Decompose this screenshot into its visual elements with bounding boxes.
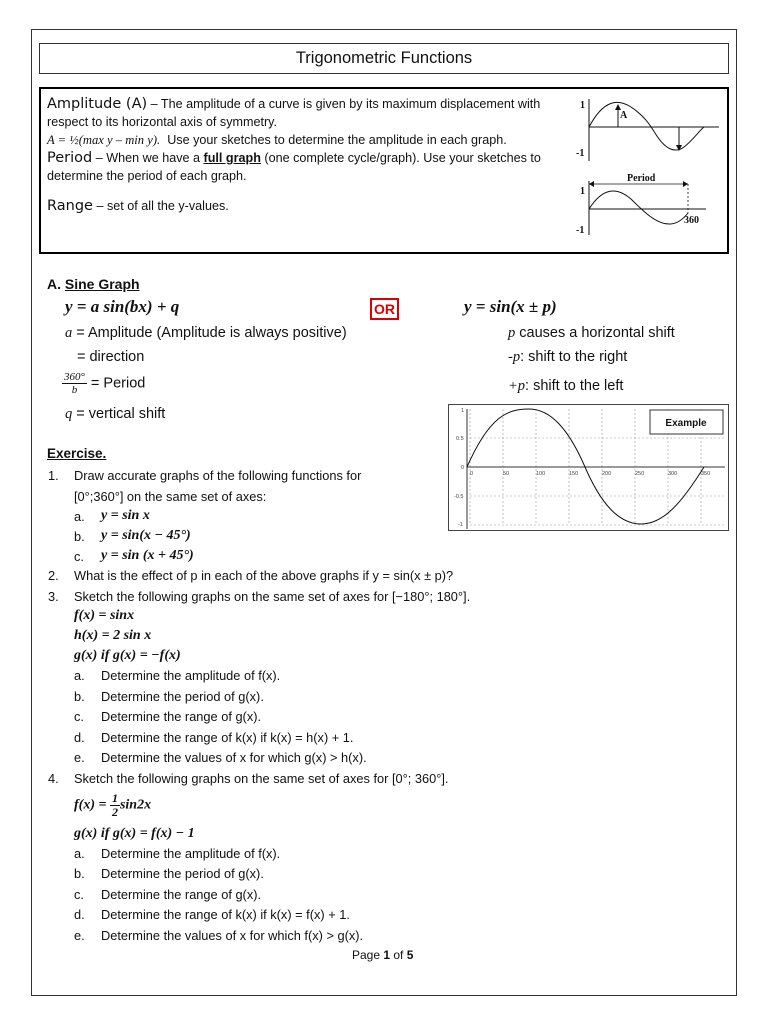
amplitude-text: – The amplitude of a curve is given by its maximum displacement with respect to its horizontal axis of symmetry. [47,97,541,129]
q4-item-c-letter: c. [74,887,84,902]
q3-item-a-letter: a. [74,668,85,683]
q3-eq-g: g(x) if g(x) = −f(x) [74,648,181,663]
diagram-label-1: 1 [580,100,585,111]
q3-item-b-text: Determine the period of g(x). [101,689,264,704]
q4-text: Sketch the following graphs on the same set of axes for [0°; 360°]. [74,771,449,786]
q1-item-a-letter: a. [74,509,85,524]
q3-item-e-letter: e. [74,750,85,765]
page-number: 1 [383,948,391,962]
q4-number: 4. [48,771,59,786]
x-tick-300: 300 [668,471,678,477]
x-tick-50: 50 [503,471,510,477]
equation-general-form: y = a sin(bx) + q [65,297,180,316]
q4-eq-g: g(x) if g(x) = f(x) − 1 [74,826,195,841]
x-tick-100: 100 [536,471,546,477]
q3-item-d-letter: d. [74,730,85,745]
q3-item-c-text: Determine the range of g(x). [101,709,262,724]
amplitude-formula: A = ½(max y – min y). [47,133,161,147]
q1-text: Draw accurate graphs of the following functions for [74,468,362,483]
y-tick-neg1: -1 [458,522,463,528]
amplitude-period-diagram [571,93,726,248]
amplitude-instruction: Use your sketches to determine the amplitude in each graph. [167,133,507,147]
vertical-shift-line [65,406,165,423]
shift-left-line [508,378,623,395]
q1-item-b-eq: y = sin(x − 45°) [101,528,191,543]
q1-item-c-eq: y = sin (x + 45°) [101,548,194,563]
period-term: Period [47,150,93,166]
or-label: OR [370,298,399,320]
x-tick-200: 200 [602,471,612,477]
q4-frac-num: 1 [111,791,118,805]
sine-graph-heading: Sine Graph [64,276,140,292]
shift-left-text: : shift to the left [525,378,624,394]
section-a-heading [47,276,140,292]
q2-text: What is the effect of p in each of the above graphs if y = sin(x ± p)? [74,568,454,583]
var-a: a [65,325,73,341]
diagram-label-neg1b: -1 [576,225,585,236]
q4-item-e-text: Determine the values of x for which f(x) > g(x). [101,928,364,943]
q4-eq-fraction [110,792,120,819]
q1-text-2: [0°;360°] on the same set of axes: [74,489,267,504]
q4-item-b-letter: b. [74,866,85,881]
vertical-shift-text: = vertical shift [72,406,166,422]
example-label: Example [665,418,707,429]
q4-item-e-letter: e. [74,928,85,943]
var-plus-p: +p [508,378,526,394]
q4-item-b-text: Determine the period of g(x). [101,866,264,881]
amplitude-definition [47,95,565,131]
q1-item-c-letter: c. [74,549,84,564]
q3-item-a-text: Determine the amplitude of f(x). [101,668,281,683]
var-minus-p: -p [508,349,521,365]
q3-text: Sketch the following graphs on the same set of axes for [−180°; 180°]. [74,589,471,604]
definitions-box [39,87,729,254]
period-line-text: = Period [86,375,146,392]
amplitude-term: Amplitude (A) [47,96,148,112]
page-total: 5 [406,948,414,962]
period-text-2: (one complete cycle/graph). Use your sketches to determine the period of each graph. [47,151,541,183]
y-tick-1: 1 [461,408,465,414]
definitions-text [47,95,565,215]
amplitude-line-text: = Amplitude (Amplitude is always positive) [72,325,347,341]
range-term: Range [47,198,93,214]
q3-item-b-letter: b. [74,689,85,704]
range-definition [47,197,565,215]
horizontal-shift-line [508,325,675,342]
q3-eq-f: f(x) = sinx [74,608,135,623]
diagram-label-period: Period [627,173,656,184]
section-a-letter: A. [47,276,61,292]
y-tick-0.5: 0.5 [456,436,464,442]
period-frac-top: 360° [64,371,85,383]
q4-item-d-text: Determine the range of k(x) if k(x) = f(x) + 1. [101,907,350,922]
q4-eq-f-left: f(x) = [74,797,110,813]
q4-item-a-text: Determine the amplitude of f(x). [101,846,281,861]
var-q: q [65,406,73,422]
q2-number: 2. [48,568,59,583]
q1-number: 1. [48,468,59,483]
equation-shift-form: y = sin(x ± p) [464,297,557,316]
shift-right-line [508,349,627,366]
amplitude-formula-line [47,131,565,149]
diagram-label-A: A [620,110,628,121]
q1-item-a-eq: y = sin x [101,508,150,523]
page-of: of [390,948,407,962]
diagram-label-1b: 1 [580,186,585,197]
x-tick-350: 350 [701,471,711,477]
q3-eq-h: h(x) = 2 sin x [74,628,152,643]
x-tick-0: 0 [470,471,474,477]
var-p: p [508,325,516,341]
q4-item-a-letter: a. [74,846,85,861]
q4-item-d-letter: d. [74,907,85,922]
period-line [62,371,145,396]
period-definition [47,149,565,185]
period-fraction [62,371,87,396]
example-sine-graph [448,404,729,531]
q4-eq-f [74,792,151,819]
diagram-label-neg1: -1 [576,148,585,159]
direction-line: = direction [77,349,145,365]
diagram-label-360: 360 [684,215,699,226]
shift-right-text: : shift to the right [520,349,628,365]
x-tick-150: 150 [569,471,579,477]
horizontal-shift-text: causes a horizontal shift [515,325,675,341]
page-title: Trigonometric Functions [39,43,729,74]
y-tick-neg0.5: -0.5 [454,494,464,500]
q1-item-b-letter: b. [74,529,85,544]
q4-item-c-text: Determine the range of g(x). [101,887,262,902]
q3-item-c-letter: c. [74,709,84,724]
page-prefix: Page [352,948,384,962]
q3-number: 3. [48,589,59,604]
page-footer [352,948,413,962]
q4-frac-den: 2 [111,805,118,819]
x-tick-250: 250 [635,471,645,477]
full-graph-term: full graph [203,151,261,165]
y-tick-0: 0 [461,465,465,471]
q3-item-e-text: Determine the values of x for which g(x) > h(x). [101,750,367,765]
q4-eq-f-right: sin2x [119,797,152,813]
example-graph-svg [449,405,730,532]
q3-item-d-text: Determine the range of k(x) if k(x) = h(x) + 1. [101,730,354,745]
period-text-1: – When we have a [92,151,204,165]
exercise-heading: Exercise. [47,446,107,461]
amplitude-line [65,325,347,342]
range-text: – set of all the y-values. [92,199,229,213]
period-frac-bottom: b [71,384,78,396]
